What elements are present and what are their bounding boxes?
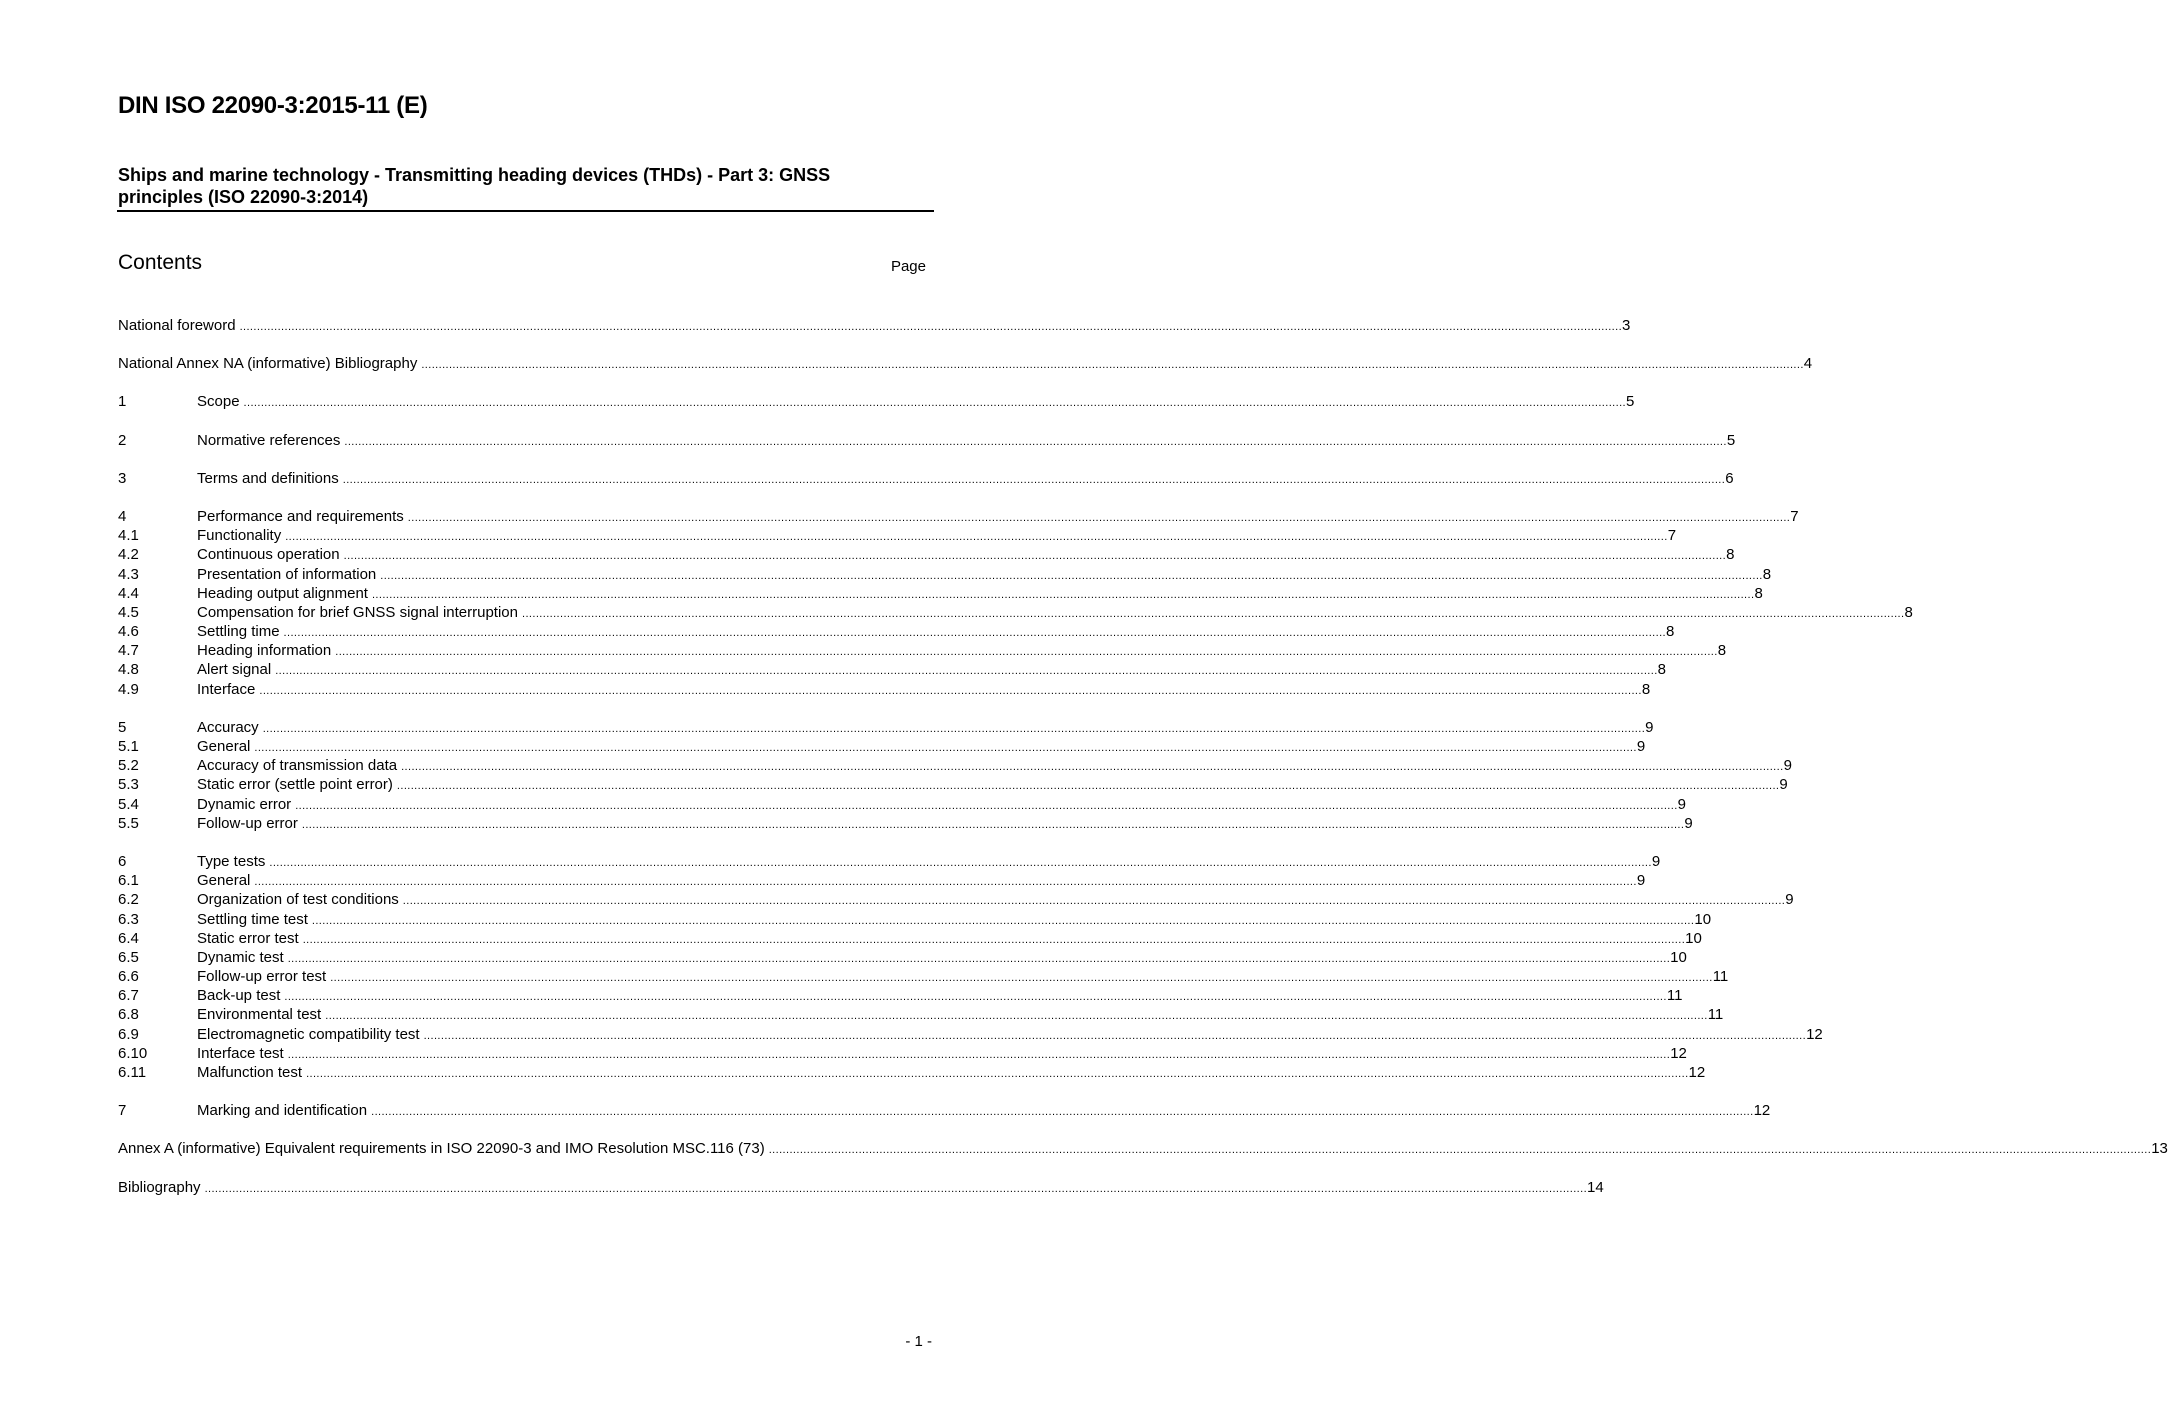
toc-entry[interactable] [118, 871, 1646, 890]
toc-entry[interactable] [118, 584, 1763, 603]
toc-entry-number: 7 [118, 1102, 127, 1120]
toc-entry-title: Environmental test [197, 1006, 322, 1024]
toc-dot-leader: ................................................................................................................................................................................................................................................................................................................................................................................................................ [295, 799, 1678, 812]
toc-entry-title: Terms and definitions [197, 469, 339, 487]
toc-group [118, 852, 1823, 1082]
toc-entry-page: 14 [1587, 1178, 1604, 1196]
toc-entry-number: 4 [118, 507, 127, 525]
toc-entry-title: Back-up test [197, 987, 281, 1005]
toc-entry-page: 8 [1904, 603, 1913, 621]
toc-entry-page: 9 [1779, 776, 1788, 794]
toc-entry-number: 4.3 [118, 565, 139, 583]
toc-entry[interactable] [118, 565, 1772, 584]
toc-entry-title: Continuous operation [197, 546, 340, 564]
toc-dot-leader: ................................................................................................................................................................................................................................................................................................................................................................................................................ [302, 933, 1686, 946]
toc-entry-page: 5 [1726, 431, 1736, 449]
toc-entry-number: 6.4 [118, 929, 139, 947]
toc-dot-leader: ................................................................................................................................................................................................................................................................................................................................................................................................................ [768, 1144, 2152, 1157]
toc-dot-leader: ................................................................................................................................................................................................................................................................................................................................................................................................................ [371, 588, 1755, 601]
toc-dot-leader: ................................................................................................................................................................................................................................................................................................................................................................................................................ [402, 895, 1786, 908]
toc-entry-page: 10 [1685, 929, 1702, 947]
toc-entry-number: 4.8 [118, 661, 139, 679]
toc-entry-number: 2 [118, 431, 127, 449]
toc-entry-page: 11 [1707, 1006, 1724, 1024]
toc-dot-leader: ................................................................................................................................................................................................................................................................................................................................................................................................................ [396, 780, 1780, 793]
toc-entry-page: 13 [2151, 1140, 2168, 1158]
toc-entry[interactable] [118, 890, 1794, 909]
toc-dot-leader: ................................................................................................................................................................................................................................................................................................................................................................................................................ [254, 876, 1637, 889]
toc-dot-leader: ................................................................................................................................................................................................................................................................................................................................................................................................................ [287, 1048, 1671, 1061]
toc-entry-page: 12 [1806, 1025, 1823, 1043]
toc-entry[interactable] [118, 948, 1687, 967]
toc-entry-page: 8 [1717, 642, 1727, 660]
toc-entry-title: Dynamic test [197, 948, 284, 966]
toc-entry-page: 6 [1725, 469, 1734, 487]
toc-entry-title: Interface [197, 680, 256, 698]
toc-entry-page: 10 [1670, 948, 1687, 966]
toc-entry-number: 6.1 [118, 872, 139, 890]
toc-entry-title: Accuracy [197, 718, 259, 736]
toc-entry-number: 3 [118, 469, 127, 487]
toc-entry[interactable] [118, 1178, 1604, 1197]
toc-entry[interactable] [118, 814, 1693, 833]
toc-entry[interactable] [118, 1025, 1823, 1044]
toc-entry-page: 4 [1803, 355, 1813, 373]
toc-entry-page: 8 [1754, 584, 1763, 602]
toc-entry-number: 5.4 [118, 795, 139, 813]
toc-entry[interactable] [118, 469, 1734, 488]
toc-entry-number: 6.5 [118, 948, 139, 966]
document-subtitle: Ships and marine technology - Transmitting heading devices (THDs) - Part 3: GNSS principles (ISO 22090-3:2014) [118, 165, 831, 207]
toc-entry-title: National Annex NA (informative) Bibliography [118, 355, 418, 373]
toc-group [118, 469, 1734, 488]
toc-dot-leader: ................................................................................................................................................................................................................................................................................................................................................................................................................ [269, 856, 1652, 869]
toc-entry-title: Accuracy of transmission data [197, 757, 398, 775]
document-title: DIN ISO 22090-3:2015-11 (E) [118, 92, 428, 119]
toc-dot-leader: ................................................................................................................................................................................................................................................................................................................................................................................................................ [275, 665, 1658, 678]
toc-dot-leader: ................................................................................................................................................................................................................................................................................................................................................................................................................ [335, 646, 1718, 659]
toc-entry-page: 9 [1645, 718, 1654, 736]
toc-entry-page: 10 [1694, 910, 1712, 928]
toc-group [118, 316, 1631, 335]
toc-entry-number: 4.4 [118, 584, 139, 602]
toc-entry-page: 12 [1753, 1102, 1771, 1120]
toc-entry-number: 6.8 [118, 1006, 139, 1024]
toc-entry[interactable] [118, 737, 1646, 756]
toc-entry-page: 9 [1783, 757, 1792, 775]
toc-group [118, 507, 1913, 699]
toc-entry-number: 5.5 [118, 814, 139, 832]
toc-entry-number: 6.9 [118, 1025, 139, 1043]
toc-dot-leader: ................................................................................................................................................................................................................................................................................................................................................................................................................ [407, 511, 1791, 524]
toc-entry-number: 4.5 [118, 603, 139, 621]
toc-group [118, 431, 1736, 450]
toc-entry-number: 5 [118, 718, 127, 736]
toc-entry[interactable] [118, 1101, 1771, 1120]
toc-entry-page: 12 [1688, 1064, 1706, 1081]
toc-entry-page: 9 [1785, 891, 1794, 909]
toc-entry-title: Presentation of information [197, 565, 377, 583]
toc-entry-title: Annex A (informative) Equivalent requirements in ISO 22090-3 and IMO Resolution MSC.116 (73) [118, 1140, 765, 1158]
toc-entry-number: 4.2 [118, 546, 139, 564]
toc-dot-leader: ................................................................................................................................................................................................................................................................................................................................................................................................................ [259, 684, 1642, 697]
toc-entry-page: 3 [1622, 317, 1631, 334]
toc-entry-title: Heading information [197, 642, 332, 660]
toc-entry[interactable] [118, 718, 1654, 737]
toc-entry-title: Interface test [197, 1044, 284, 1062]
toc-dot-leader: ................................................................................................................................................................................................................................................................................................................................................................................................................ [380, 569, 1763, 582]
toc-entry-page: 9 [1684, 814, 1693, 832]
toc-entry[interactable] [118, 986, 1683, 1005]
toc-entry-title: Performance and requirements [197, 507, 404, 525]
toc-dot-leader: ................................................................................................................................................................................................................................................................................................................................................................................................................ [421, 359, 1804, 372]
toc-dot-leader: ................................................................................................................................................................................................................................................................................................................................................................................................................ [342, 473, 1726, 486]
toc-entry-number: 6.2 [118, 891, 139, 909]
toc-entry-number: 6.6 [118, 968, 139, 986]
toc-dot-leader: ................................................................................................................................................................................................................................................................................................................................................................................................................ [239, 321, 1623, 333]
toc-group [118, 354, 1813, 373]
toc-entry[interactable] [118, 1139, 2168, 1158]
toc-entry-page: 5 [1626, 393, 1635, 411]
toc-group [118, 392, 1635, 411]
toc-entry-title: Malfunction test [197, 1064, 303, 1081]
toc-entry-title: Marking and identification [197, 1102, 368, 1120]
toc-entry[interactable] [118, 795, 1686, 814]
toc-dot-leader: ................................................................................................................................................................................................................................................................................................................................................................................................................ [423, 1029, 1807, 1042]
toc-entry-number: 4.9 [118, 680, 139, 698]
toc-entry[interactable] [118, 622, 1675, 641]
toc-entry[interactable] [118, 603, 1913, 622]
toc-entry-page: 8 [1666, 623, 1675, 641]
toc-dot-leader: ................................................................................................................................................................................................................................................................................................................................................................................................................ [254, 742, 1637, 754]
toc-entry-number: 4.7 [118, 642, 139, 660]
toc-entry[interactable] [118, 507, 1799, 526]
toc-entry[interactable] [118, 1044, 1687, 1063]
toc-dot-leader: ................................................................................................................................................................................................................................................................................................................................................................................................................ [243, 397, 1627, 410]
toc-entry[interactable] [118, 852, 1661, 871]
toc-dot-leader: ................................................................................................................................................................................................................................................................................................................................................................................................................ [343, 550, 1727, 563]
toc-group [118, 1101, 1771, 1120]
toc-entry-number: 6.3 [118, 910, 139, 928]
toc-entry-number: 6.7 [118, 987, 139, 1005]
toc-dot-leader: ................................................................................................................................................................................................................................................................................................................................................................................................................ [204, 1182, 1588, 1195]
toc-dot-leader: ................................................................................................................................................................................................................................................................................................................................................................................................................ [371, 1106, 1754, 1119]
toc-entry-title: Bibliography [118, 1178, 201, 1196]
toc-entry-number: 6.11 [118, 1064, 147, 1081]
toc-entry-title: Type tests [197, 852, 266, 870]
toc-entry-page: 7 [1790, 507, 1799, 525]
toc-entry-number: 5.1 [118, 738, 139, 755]
toc-dot-leader: ................................................................................................................................................................................................................................................................................................................................................................................................................ [330, 972, 1713, 985]
toc-entry-page: 9 [1677, 795, 1686, 813]
toc-entry-title: Alert signal [197, 661, 272, 679]
toc-dot-leader: ................................................................................................................................................................................................................................................................................................................................................................................................................ [401, 761, 1784, 774]
toc-entry-page: 8 [1641, 680, 1651, 698]
toc-entry[interactable] [118, 392, 1635, 411]
toc-entry-number: 4.6 [118, 623, 139, 641]
toc-entry[interactable] [118, 929, 1702, 948]
toc-dot-leader: ................................................................................................................................................................................................................................................................................................................................................................................................................ [522, 607, 1905, 620]
toc-group [118, 1139, 2168, 1158]
toc-entry-page: 9 [1636, 738, 1646, 755]
toc-entry-title: Static error test [197, 929, 299, 947]
toc-entry-title: Functionality [197, 527, 282, 545]
toc-entry-title: Organization of test conditions [197, 891, 399, 909]
header-divider [117, 210, 934, 212]
toc-dot-leader: ................................................................................................................................................................................................................................................................................................................................................................................................................ [311, 914, 1695, 927]
toc-entry-page: 12 [1670, 1044, 1687, 1062]
contents-heading: Contents [118, 251, 203, 274]
toc-entry-title: Follow-up error [197, 814, 298, 832]
toc-dot-leader: ................................................................................................................................................................................................................................................................................................................................................................................................................ [344, 435, 1727, 448]
toc-entry[interactable] [118, 967, 1729, 986]
toc-entry-number: 6.10 [118, 1044, 148, 1062]
toc-entry-page: 11 [1712, 968, 1729, 986]
toc-entry[interactable] [118, 910, 1712, 929]
toc-dot-leader: ................................................................................................................................................................................................................................................................................................................................................................................................................ [287, 952, 1671, 965]
toc-dot-leader: ................................................................................................................................................................................................................................................................................................................................................................................................................ [301, 818, 1685, 831]
toc-entry-title: Heading output alignment [197, 584, 368, 602]
toc-entry-title: Scope [197, 393, 240, 411]
toc-entry-title: Static error (settle point error) [197, 776, 393, 794]
toc-entry[interactable] [118, 680, 1651, 699]
toc-entry[interactable] [118, 756, 1792, 775]
toc-entry-title: Settling time test [197, 910, 308, 928]
toc-entry[interactable] [118, 431, 1736, 450]
toc-entry-title: General [197, 872, 251, 890]
toc-entry-title: General [197, 738, 251, 755]
toc-dot-leader: ................................................................................................................................................................................................................................................................................................................................................................................................................ [325, 1010, 1708, 1023]
toc-entry-page: 11 [1666, 987, 1683, 1005]
page-column-label: Page [890, 258, 926, 275]
toc-entry[interactable] [118, 545, 1735, 564]
toc-group [118, 1178, 1604, 1197]
toc-entry-number: 6 [118, 852, 127, 870]
toc-entry-page: 7 [1667, 527, 1677, 545]
toc-entry-number: 5.3 [118, 776, 139, 794]
toc-entry-title: Settling time [197, 623, 280, 641]
toc-entry-title: Electromagnetic compatibility test [197, 1025, 420, 1043]
toc-entry[interactable] [118, 775, 1788, 794]
toc-entry-page: 8 [1762, 565, 1772, 583]
toc-entry-title: Normative references [197, 431, 341, 449]
toc-dot-leader: ................................................................................................................................................................................................................................................................................................................................................................................................................ [285, 531, 1668, 544]
toc-entry-title: Follow-up error test [197, 968, 327, 986]
toc-entry-page: 8 [1726, 546, 1735, 564]
toc-dot-leader: ................................................................................................................................................................................................................................................................................................................................................................................................................ [283, 627, 1667, 640]
toc-entry-number: 4.1 [118, 527, 139, 545]
toc-dot-leader: ................................................................................................................................................................................................................................................................................................................................................................................................................ [306, 1068, 1689, 1080]
toc-entry-number: 1 [118, 393, 127, 411]
toc-entry-title: Dynamic error [197, 795, 292, 813]
toc-entry[interactable] [118, 526, 1677, 545]
table-of-contents [118, 316, 2168, 1216]
toc-entry-page: 9 [1651, 852, 1661, 870]
toc-entry-number: 5.2 [118, 757, 139, 775]
toc-entry-title: National foreword [118, 317, 236, 334]
toc-entry[interactable] [118, 641, 1727, 660]
page-number: - 1 - [905, 1333, 932, 1350]
toc-entry[interactable] [118, 1005, 1724, 1024]
toc-group [118, 718, 1792, 833]
toc-entry[interactable] [118, 660, 1667, 679]
toc-entry-page: 9 [1636, 872, 1646, 890]
toc-entry-page: 8 [1657, 661, 1667, 679]
toc-dot-leader: ................................................................................................................................................................................................................................................................................................................................................................................................................ [262, 722, 1646, 735]
toc-entry[interactable] [118, 1063, 1706, 1082]
toc-entry-title: Compensation for brief GNSS signal interruption [197, 603, 518, 621]
toc-dot-leader: ................................................................................................................................................................................................................................................................................................................................................................................................................ [284, 991, 1667, 1004]
toc-entry[interactable] [118, 316, 1631, 335]
toc-entry[interactable] [118, 354, 1813, 373]
